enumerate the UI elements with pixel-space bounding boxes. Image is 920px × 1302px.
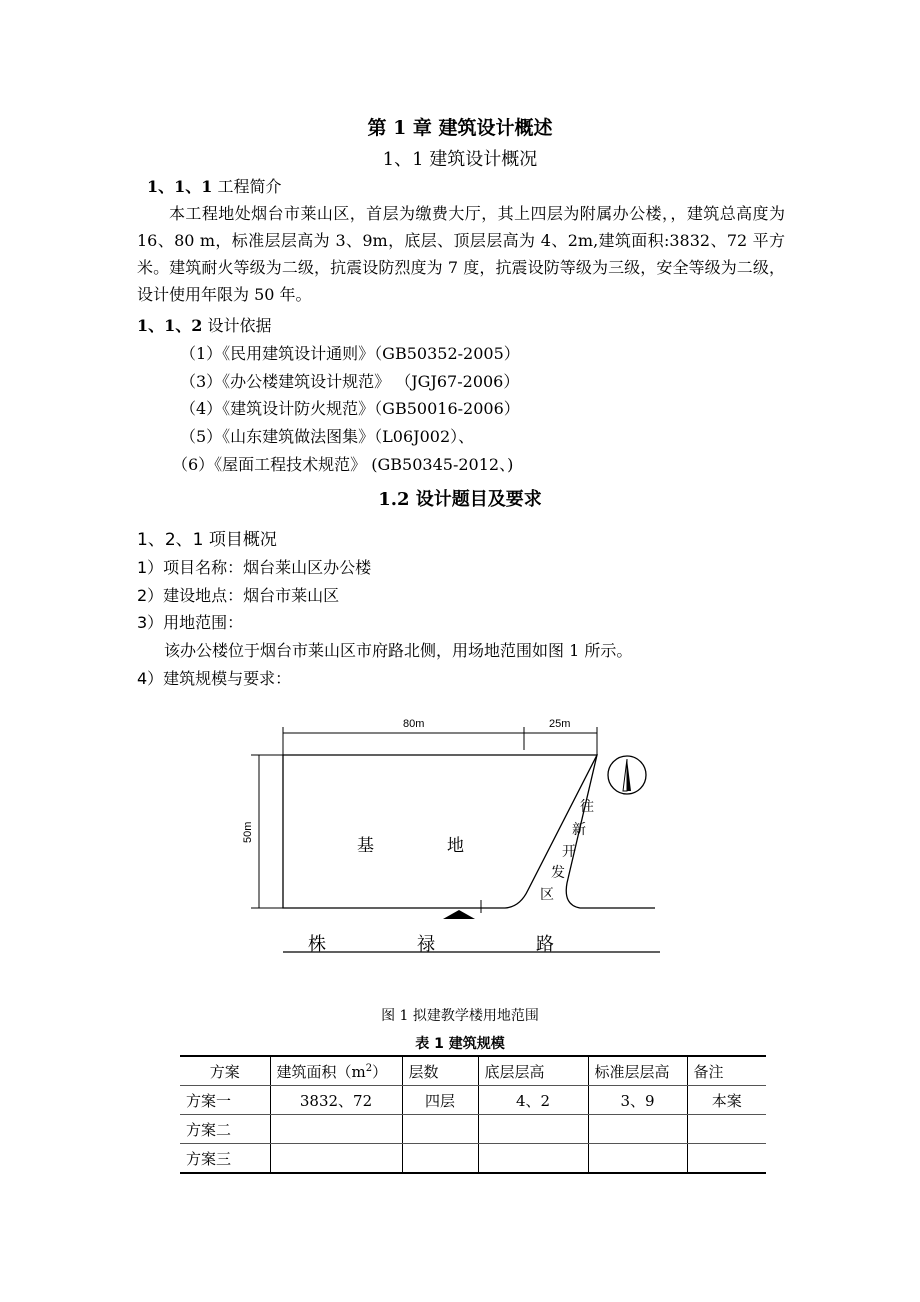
site-range-item: 3）用地范围： [137, 613, 244, 632]
north-arrow-icon [608, 756, 646, 794]
table-header-cell: 备注 [687, 1056, 766, 1086]
table-header-cell: 底层层高 [478, 1056, 588, 1086]
table-cell [270, 1115, 402, 1144]
left-dimension [251, 755, 283, 908]
table-cell: 方案一 [180, 1086, 270, 1115]
subsection-heading-1-1-1 [147, 174, 282, 197]
subsection-number: 1、1、2 [137, 316, 203, 335]
table-row [180, 1144, 766, 1174]
table-header-cell: 方案 [180, 1056, 270, 1086]
basis-item-3: （3）《办公楼建筑设计规范》 （JGJ67-2006） [180, 372, 520, 391]
side-road-char: 新 [572, 822, 586, 838]
side-road-char: 开 [562, 844, 576, 860]
subsection-heading-1-1-2 [137, 313, 272, 336]
table-cell [588, 1115, 687, 1144]
road-name-char: 禄 [417, 934, 435, 955]
table-cell: 4、2 [478, 1086, 588, 1115]
table-cell [478, 1115, 588, 1144]
table-caption: 表 1 建筑规模 [415, 1036, 505, 1052]
side-road-char: 往 [580, 799, 594, 815]
building-scale-item: 4）建筑规模与要求： [137, 669, 292, 688]
table-cell [687, 1144, 766, 1174]
table-cell: 方案三 [180, 1144, 270, 1174]
subsection-title: 设计依据 [202, 316, 272, 335]
site-label-char-2: 地 [447, 836, 464, 856]
subsection-heading-1-2-1: 1、2、1 项目概况 [137, 530, 277, 550]
road-name-char: 路 [536, 934, 554, 955]
site-boundary [283, 755, 597, 908]
table-cell [687, 1115, 766, 1144]
site-label-char-1: 基 [357, 836, 374, 856]
table-cell: 本案 [687, 1086, 766, 1115]
side-road-char: 发 [551, 865, 565, 881]
basis-item-4: （4）《建筑设计防火规范》（GB50016-2006） [180, 399, 520, 418]
chapter-title: 第 1 章 建筑设计概述 [367, 117, 553, 139]
site-outline [283, 755, 660, 952]
road-name-char: 株 [308, 934, 326, 955]
project-intro-paragraph: 本工程地处烟台市莱山区，首层为缴费大厅，其上四层为附属办公楼，，建筑总高度为 16、80 m，标准层层高为 3、9m，底层、顶层层高为 4、2m,建筑面积:3832、72 平方米。建筑耐火等级为二级，抗震设防烈度为 7 度，抗震设防等级为三级，安全等级为二级，设计使用年限为 50 年。 [137, 204, 785, 304]
table-header-cell: 标准层层高 [588, 1056, 687, 1086]
table-cell [588, 1144, 687, 1174]
section-title-1-2: 1.2 设计题目及要求 [378, 489, 542, 510]
project-location-item: 2）建设地点：烟台市莱山区 [137, 586, 340, 605]
table-cell [478, 1144, 588, 1174]
table-cell [402, 1115, 478, 1144]
table-cell: 3832、72 [270, 1086, 402, 1115]
subsection-title: 工程简介 [212, 177, 282, 196]
figure-caption: 图 1 拟建教学楼用地范围 [381, 1008, 539, 1024]
top-dimension [283, 727, 597, 755]
area-unit-superscript: 2 [365, 1062, 373, 1074]
entrance-marker-icon [443, 910, 475, 919]
table-cell: 3、9 [588, 1086, 687, 1115]
dim-label-25m: 25m [549, 718, 571, 730]
site-plan-figure [240, 708, 680, 978]
dim-label-80m: 80m [403, 718, 425, 730]
building-scale-table [180, 1055, 766, 1174]
table-header-cell [270, 1056, 402, 1086]
side-road-char: 区 [540, 887, 554, 903]
section-title-1-1: 1、1 建筑设计概况 [382, 149, 538, 170]
project-name-item: 1）项目名称：烟台莱山区办公楼 [137, 558, 372, 577]
table-cell [402, 1144, 478, 1174]
area-header-text: 建筑面积（m [276, 1062, 366, 1081]
table-cell: 方案二 [180, 1115, 270, 1144]
table-cell [270, 1144, 402, 1174]
basis-item-6: （6）《屋面工程技术规范》 (GB50345-2012、) [172, 455, 514, 474]
table-row [180, 1115, 766, 1144]
area-header-close: ） [372, 1062, 388, 1081]
table-cell: 四层 [402, 1086, 478, 1115]
subsection-number: 1、1、1 [147, 177, 213, 196]
basis-item-5: （5）《山东建筑做法图集》（L06J002）、 [180, 427, 475, 446]
basis-item-1: （1）《民用建筑设计通则》（GB50352-2005） [180, 344, 520, 363]
table-row [180, 1086, 766, 1115]
table-header-cell: 层数 [402, 1056, 478, 1086]
table-header-row [180, 1056, 766, 1086]
site-range-text: 该办公楼位于烟台市莱山区市府路北侧，用场地范围如图 1 所示。 [164, 641, 633, 660]
dim-label-50m: 50m [242, 821, 254, 843]
